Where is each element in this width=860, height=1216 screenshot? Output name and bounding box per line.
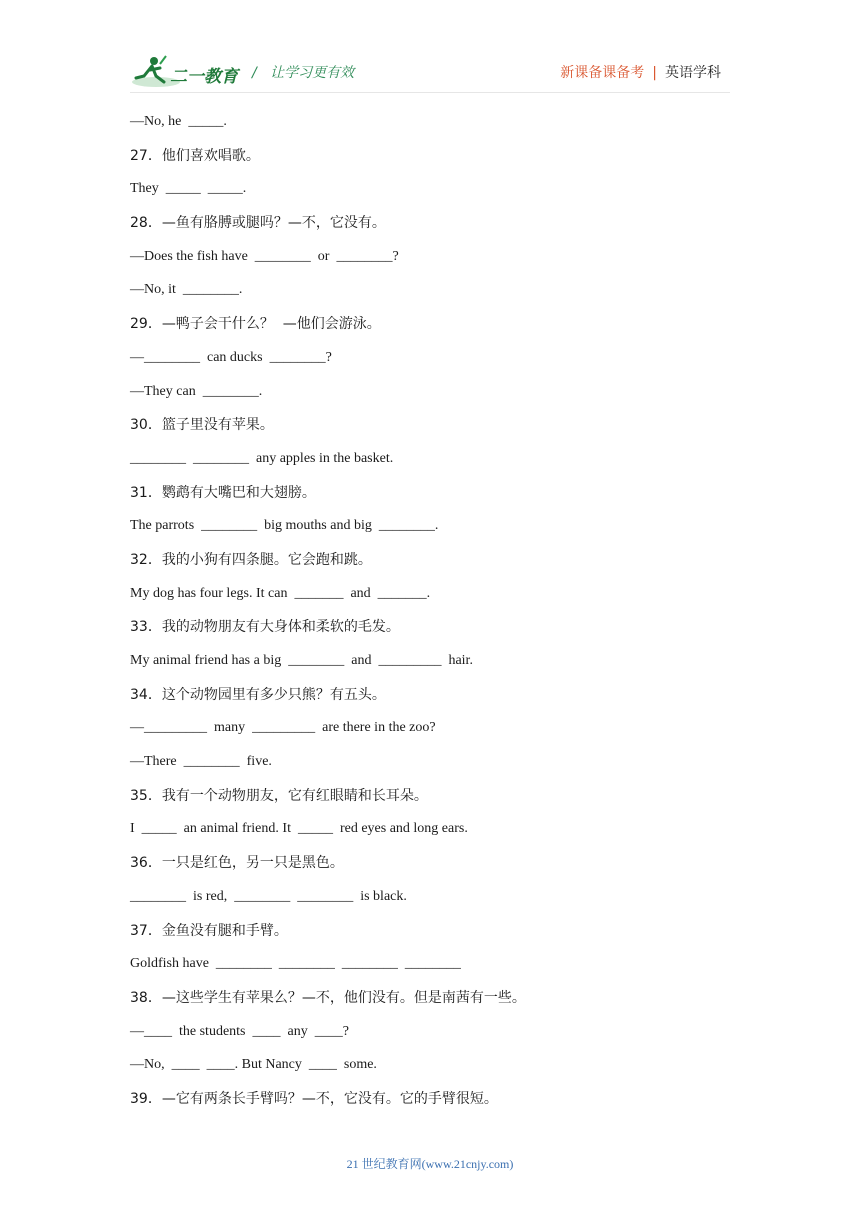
footer-source: 21 世纪教育网(www.21cnjy.com) — [346, 1157, 514, 1171]
question-prompt: 37．金鱼没有腿和手臂。 — [130, 922, 288, 939]
answer-line: They _____ _____. — [130, 181, 247, 197]
question-prompt: 32．我的小狗有四条腿。它会跑和跳。 — [130, 551, 372, 568]
question-prompt: 34．这个动物园里有多少只熊？有五头。 — [130, 686, 386, 703]
slogan-slash: / — [252, 65, 257, 81]
question-prompt: 35．我有一个动物朋友，它有红眼睛和长耳朵。 — [130, 787, 428, 804]
question-prompt: 38．—这些学生有苹果么？—不，他们没有。但是南茜有一些。 — [130, 989, 526, 1006]
question-prompt: 30．篮子里没有苹果。 — [130, 417, 274, 434]
question-prompt: 27．他们喜欢唱歌。 — [130, 147, 260, 164]
question-prompt: 33．我的动物朋友有大身体和柔软的毛发。 — [130, 619, 400, 636]
question-prompt: 28．—鱼有胳膊或腿吗？—不，它没有。 — [130, 215, 386, 232]
answer-line: Goldfish have ________ ________ ________ ________ — [130, 956, 461, 972]
answer-line: —____ the students ____ any ____? — [130, 1023, 349, 1039]
answer-line: —They can ________. — [130, 383, 263, 399]
answer-line: My dog has four legs. It can _______ and _______. — [130, 585, 431, 601]
question-prompt: 39．—它有两条长手臂吗？—不，它没有。它的手臂很短。 — [130, 1090, 498, 1107]
answer-line: —There ________ five. — [130, 754, 272, 770]
answer-line: —No, he _____. — [130, 114, 227, 129]
answer-line: —No, ____ ____. But Nancy ____ some. — [130, 1057, 377, 1073]
logo-text: 二一教育 — [170, 67, 238, 87]
answer-line: —________ can ducks ________? — [130, 349, 332, 365]
answer-line: ________ ________ any apples in the basket. — [130, 450, 394, 466]
question-prompt: 36．一只是红色，另一只是黑色。 — [130, 855, 344, 872]
answer-line: I _____ an animal friend. It _____ red eyes and long ears. — [130, 821, 468, 837]
page-header — [0, 0, 860, 100]
tag-course: 新课备课备考 — [560, 65, 645, 81]
header-divider — [130, 92, 730, 93]
tag-subject: 英语学科 — [665, 65, 721, 81]
question-prompt: 31．鹦鹉有大嘴巴和大翅膀。 — [130, 484, 316, 501]
answer-line: —_________ many _________ are there in the zoo? — [130, 720, 436, 736]
answer-line: ________ is red, ________ ________ is black. — [130, 888, 407, 904]
exercise-content — [130, 111, 730, 1122]
answer-line: —No, it ________. — [130, 282, 243, 298]
question-prompt: 29．—鸭子会干什么？ —他们会游泳。 — [130, 316, 381, 333]
subject-tag — [560, 62, 721, 82]
answer-line: My animal friend has a big ________ and _________ hair. — [130, 653, 473, 668]
slogan-text: 让学习更有效 — [270, 65, 355, 81]
slogan — [252, 62, 354, 82]
tag-separator: | — [652, 65, 657, 81]
answer-line: The parrots ________ big mouths and big ________. — [130, 518, 439, 534]
answer-line: —Does the fish have ________ or ________? — [130, 248, 399, 264]
